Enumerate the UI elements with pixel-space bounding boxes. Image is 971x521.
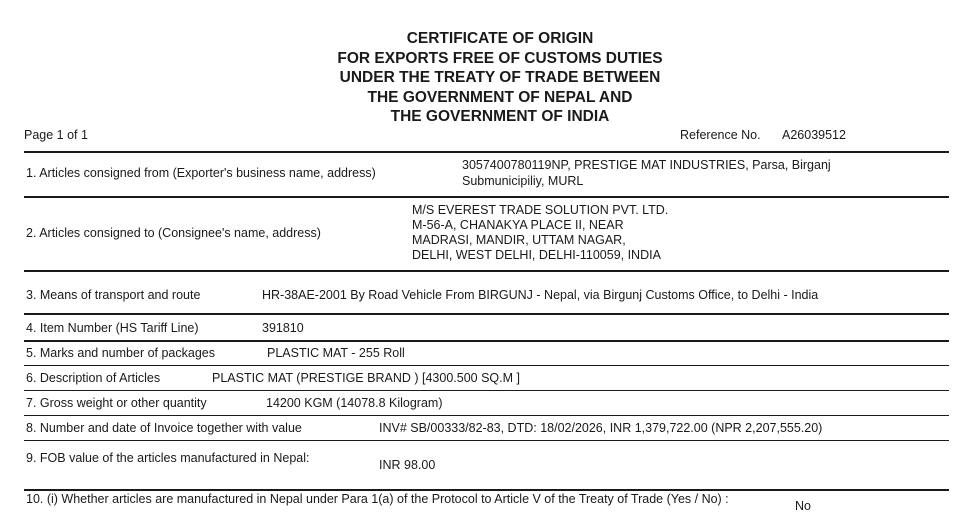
row-5-value: PLASTIC MAT - 255 Roll [267,346,405,360]
row-3-value: HR-38AE-2001 By Road Vehicle From BIRGUNJ - Nepal, via Birgunj Customs Office, to Delhi - India [262,288,819,302]
divider [24,313,949,315]
row-2-value-line-2: M-56-A, CHANAKYA PLACE II, NEAR [412,218,624,232]
divider [24,365,949,366]
divider [24,390,949,391]
divider [24,440,949,441]
row-10-label: 10. (i) Whether articles are manufactured in Nepal under Para 1(a) of the Protocol to Article V of the Treaty of Trade (Yes / No) : [26,492,729,506]
row-9-label: 9. FOB value of the articles manufactured in Nepal: [26,451,310,465]
row-1-value-line-1: 3057400780119NP, PRESTIGE MAT INDUSTRIES, Parsa, Birganj [462,158,831,172]
title-line-4: THE GOVERNMENT OF NEPAL AND [367,88,633,106]
row-6-value: PLASTIC MAT (PRESTIGE BRAND ) [4300.500 SQ.M ] [212,371,520,385]
page-number: Page 1 of 1 [24,128,88,142]
divider [24,151,949,153]
row-10-value: No [795,499,811,513]
row-1-value-line-2: Submunicipiliy, MURL [462,174,584,188]
reference-number: A26039512 [782,128,846,142]
row-9-value: INR 98.00 [379,458,436,472]
divider [24,340,949,342]
divider [24,415,949,416]
reference-label: Reference No. [680,128,761,142]
row-8-value: INV# SB/00333/82-83, DTD: 18/02/2026, INR 1,379,722.00 (NPR 2,207,555.20) [379,421,823,435]
row-7-value: 14200 KGM (14078.8 Kilogram) [266,396,443,410]
title-line-3: UNDER THE TREATY OF TRADE BETWEEN [339,69,661,86]
title-line-1: CERTIFICATE OF ORIGIN [406,30,594,47]
row-5-label: 5. Marks and number of packages [26,346,215,360]
row-7-label: 7. Gross weight or other quantity [26,396,207,410]
row-2-value-line-4: DELHI, WEST DELHI, DELHI-110059, INDIA [412,248,661,262]
row-3-label: 3. Means of transport and route [26,288,201,302]
row-8-label: 8. Number and date of Invoice together with value [26,421,302,435]
title-line-2: FOR EXPORTS FREE OF CUSTOMS DUTIES [337,49,663,67]
certificate-title [0,29,971,127]
title-line-5: THE GOVERNMENT OF INDIA [390,108,610,125]
row-1-label: 1. Articles consigned from (Exporter's business name, address) [26,166,376,180]
row-6-label: 6. Description of Articles [26,371,161,385]
row-2-label: 2. Articles consigned to (Consignee's name, address) [26,226,321,240]
divider [24,489,949,491]
divider [24,196,949,198]
divider [24,270,949,272]
row-4-label: 4. Item Number (HS Tariff Line) [26,321,199,335]
row-4-value: 391810 [262,321,304,335]
row-2-value-line-1: M/S EVEREST TRADE SOLUTION PVT. LTD. [412,203,669,217]
row-2-value-line-3: MADRASI, MANDIR, UTTAM NAGAR, [412,233,626,247]
